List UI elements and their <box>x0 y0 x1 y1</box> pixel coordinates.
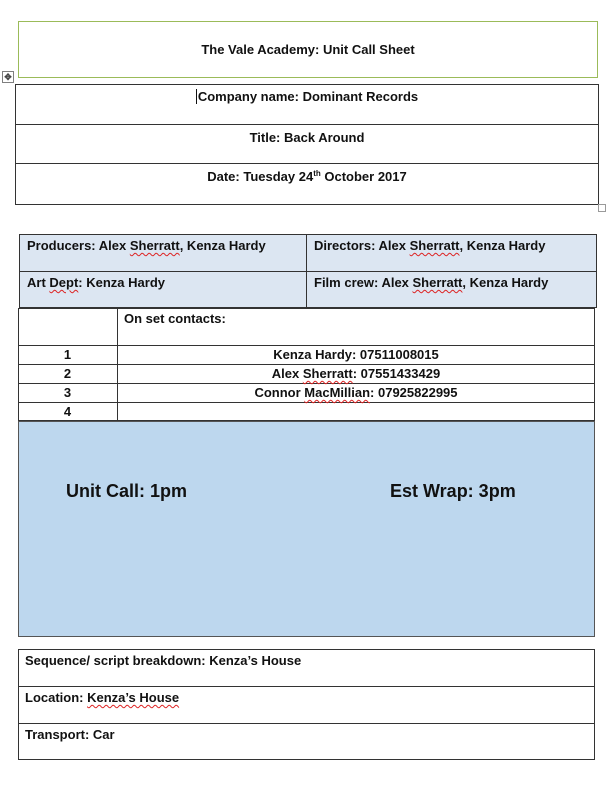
directors-names: Alex Sherratt, Kenza Hardy <box>378 238 546 253</box>
sequence-cell[interactable] <box>18 649 595 687</box>
company-name: Company name: Dominant Records <box>197 89 419 104</box>
contact-value <box>117 403 595 421</box>
art-dept-cell[interactable]: Art Dept: Kenza Hardy <box>19 271 307 308</box>
title-row[interactable] <box>15 125 599 164</box>
contact-row-1[interactable]: 1 Kenza Hardy: 07511008015 <box>18 346 595 365</box>
contact-row-4[interactable]: 4 <box>18 403 595 421</box>
production-title: Title: Back Around <box>249 130 365 145</box>
unit-call-time: Unit Call: 1pm <box>66 481 188 501</box>
est-wrap-time: Est Wrap: 3pm <box>390 481 516 501</box>
document-title: The Vale Academy: Unit Call Sheet <box>201 42 415 57</box>
contact-value: Connor MacMillian: 07925822995 <box>254 385 458 400</box>
table-move-handle-icon[interactable]: ✥ <box>2 71 14 83</box>
art-dept-names: Kenza Hardy <box>86 275 165 290</box>
film-crew-cell[interactable]: Film crew: Alex Sherratt, Kenza Hardy <box>306 271 597 308</box>
contacts-heading: On set contacts: <box>124 311 226 326</box>
contact-value: Alex Sherratt: 07551433429 <box>271 366 441 381</box>
directors-cell[interactable]: Directors: Alex Sherratt, Kenza Hardy <box>306 234 597 272</box>
film-crew-names: Alex Sherratt, Kenza Hardy <box>381 275 549 290</box>
location-value: Kenza’s House <box>87 690 180 705</box>
sequence-text: Sequence/ script breakdown: Kenza’s House <box>25 653 302 668</box>
contact-row-3[interactable]: 3 Connor MacMillian: 07925822995 <box>18 384 595 403</box>
transport-text: Transport: Car <box>25 727 115 742</box>
table-resize-handle-icon[interactable] <box>598 204 606 212</box>
shoot-date: Date: Tuesday 24th October 2017 <box>207 169 407 184</box>
contacts-heading-row[interactable] <box>124 311 584 331</box>
title-text-box[interactable] <box>18 21 598 78</box>
producers-cell[interactable]: Producers: Alex Sherratt, Kenza Hardy <box>19 234 307 272</box>
location-cell[interactable]: Location: Kenza’s House <box>18 686 595 724</box>
date-row[interactable] <box>15 164 599 205</box>
contact-value: Kenza Hardy: 07511008015 <box>273 347 439 362</box>
company-row[interactable] <box>15 84 599 125</box>
contact-row-2[interactable]: 2 Alex Sherratt: 07551433429 <box>18 365 595 384</box>
unit-call-box[interactable] <box>18 421 595 637</box>
producers-names: Alex Sherratt, Kenza Hardy <box>98 238 266 253</box>
transport-cell[interactable] <box>18 723 595 760</box>
